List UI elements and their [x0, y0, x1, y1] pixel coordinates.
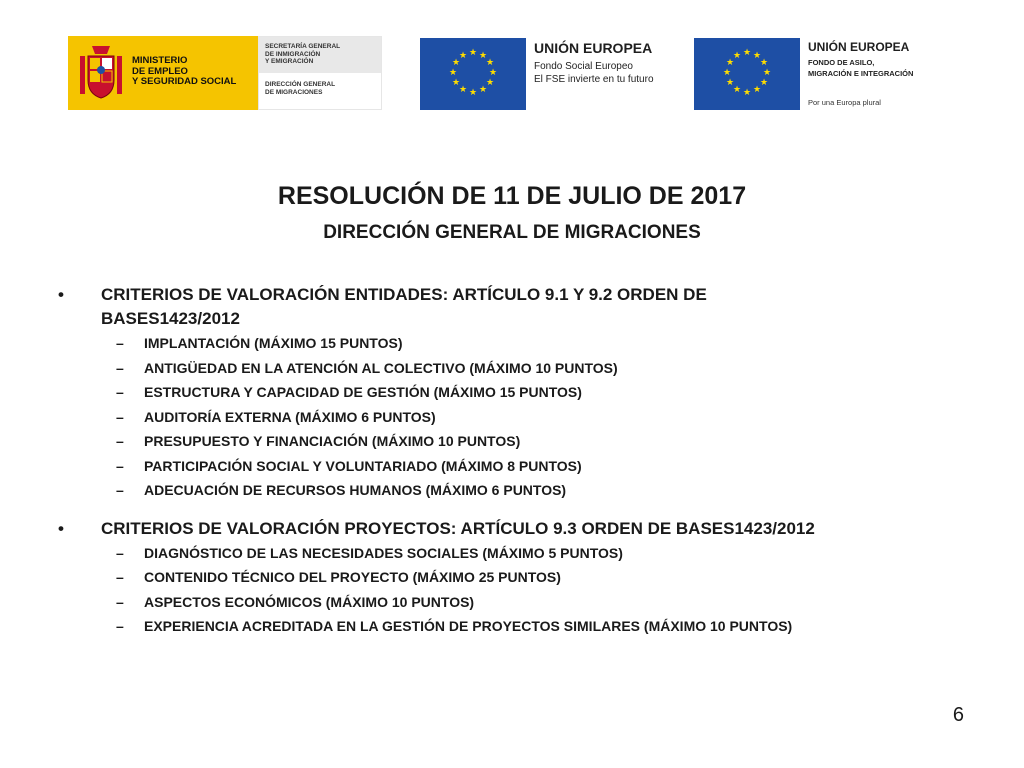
- eu2-fund-name: FONDO DE ASILO,: [808, 58, 875, 67]
- eu-flag-icon: [420, 38, 526, 110]
- svg-text:★: ★: [732, 85, 742, 95]
- list-item-text: EXPERIENCIA ACREDITADA EN LA GESTIÓN DE PROYECTOS SIMILARES (MÁXIMO 10 PUNTOS): [144, 618, 793, 634]
- list-item-text: CONTENIDO TÉCNICO DEL PROYECTO (MÁXIMO 25 PUNTOS): [144, 569, 561, 585]
- list-item-text: IMPLANTACIÓN (MÁXIMO 15 PUNTOS): [144, 335, 403, 351]
- svg-text:★: ★: [725, 58, 735, 68]
- svg-text:★: ★: [468, 48, 478, 58]
- dash-marker: –: [116, 408, 124, 425]
- header-logos: [68, 36, 968, 110]
- svg-text:★: ★: [742, 88, 752, 98]
- list-item: [58, 405, 958, 430]
- eu2-title: UNIÓN EUROPEA: [808, 40, 910, 54]
- dash-marker: –: [116, 335, 124, 351]
- eu-flag-icon: [694, 38, 800, 110]
- svg-text:★: ★: [742, 48, 752, 58]
- svg-text:★: ★: [458, 51, 468, 61]
- secretaria-text-line: Y EMIGRACIÓN: [265, 58, 314, 66]
- section-heading-line: CRITERIOS DE VALORACIÓN ENTIDADES: ARTÍCULO 9.1 Y 9.2 ORDEN DE: [101, 285, 707, 304]
- svg-text:★: ★: [468, 88, 478, 98]
- direccion-text-line: DIRECCIÓN GENERAL: [265, 81, 336, 88]
- list-item: [58, 590, 958, 615]
- dash-marker: –: [116, 384, 124, 400]
- secretaria-text-line: SECRETARÍA GENERAL: [265, 43, 341, 50]
- list-item: [58, 614, 958, 639]
- dash-marker: –: [116, 457, 124, 474]
- spain-coat-of-arms-icon: [78, 42, 124, 104]
- svg-text:★: ★: [451, 78, 461, 88]
- svg-text:★: ★: [759, 78, 769, 88]
- dash-marker: –: [116, 618, 124, 634]
- dash-marker: –: [116, 359, 124, 376]
- list-item: [58, 356, 958, 381]
- list-item: [58, 541, 958, 566]
- eu2-fund-name: MIGRACIÓN E INTEGRACIÓN: [808, 68, 914, 78]
- ministry-logo: [68, 36, 258, 110]
- dash-marker: –: [116, 433, 124, 449]
- dash-marker: –: [116, 544, 124, 561]
- bullet-marker: •: [58, 285, 64, 304]
- eu1-title: UNIÓN EUROPEA: [534, 40, 653, 56]
- direccion-text-line: DE MIGRACIONES: [265, 88, 323, 96]
- list-item: [58, 331, 958, 356]
- svg-text:★: ★: [725, 78, 735, 88]
- section-heading-line: CRITERIOS DE VALORACIÓN PROYECTOS: ARTÍCULO 9.3 ORDEN DE BASES1423/2012: [101, 518, 815, 538]
- list-item-text: ESTRUCTURA Y CAPACIDAD DE GESTIÓN (MÁXIMO 15 PUNTOS): [144, 384, 582, 400]
- ministry-text-line: DE EMPLEO: [132, 65, 188, 77]
- criteria-list: [58, 283, 958, 639]
- list-item-text: DIAGNÓSTICO DE LAS NECESIDADES SOCIALES (MÁXIMO 5 PUNTOS): [144, 544, 623, 561]
- dash-marker: –: [116, 569, 124, 585]
- svg-text:★: ★: [752, 51, 762, 61]
- svg-text:★: ★: [732, 51, 742, 61]
- ministry-text-line: MINISTERIO: [132, 55, 188, 66]
- svg-text:★: ★: [448, 68, 458, 78]
- list-item-text: PARTICIPACIÓN SOCIAL Y VOLUNTARIADO (MÁXIMO 8 PUNTOS): [144, 457, 582, 474]
- svg-text:★: ★: [722, 68, 732, 78]
- eu1-fund-name: Fondo Social Europeo: [534, 61, 633, 72]
- list-item-text: ADECUACIÓN DE RECURSOS HUMANOS (MÁXIMO 6 PUNTOS): [144, 482, 567, 498]
- svg-text:★: ★: [478, 51, 488, 61]
- svg-text:★: ★: [485, 78, 495, 88]
- list-item: [58, 380, 958, 405]
- dash-marker: –: [116, 593, 124, 610]
- slide-subtitle: DIRECCIÓN GENERAL DE MIGRACIONES: [323, 222, 701, 243]
- list-item-text: PRESUPUESTO Y FINANCIACIÓN (MÁXIMO 10 PUNTOS): [144, 433, 521, 449]
- list-item: [58, 429, 958, 454]
- svg-text:★: ★: [759, 58, 769, 68]
- svg-text:★: ★: [485, 58, 495, 68]
- svg-text:★: ★: [762, 68, 772, 78]
- list-item-text: ASPECTOS ECONÓMICOS (MÁXIMO 10 PUNTOS): [144, 593, 475, 610]
- svg-text:★: ★: [488, 68, 498, 78]
- ministry-text-line: Y SEGURIDAD SOCIAL: [132, 76, 237, 87]
- slide-title: RESOLUCIÓN DE 11 DE JULIO DE 2017: [277, 182, 747, 210]
- bullet-marker: •: [58, 518, 64, 538]
- list-item: [58, 454, 958, 479]
- svg-text:★: ★: [451, 58, 461, 68]
- section-heading: [58, 517, 958, 541]
- eu2-tagline: Por una Europa plural: [808, 98, 881, 107]
- secretaria-text-line: DE INMIGRACIÓN: [265, 50, 321, 58]
- section-heading: [58, 283, 958, 331]
- svg-text:★: ★: [458, 85, 468, 95]
- list-item: [58, 478, 958, 503]
- secretaria-logo: [258, 36, 382, 110]
- svg-text:★: ★: [478, 85, 488, 95]
- dash-marker: –: [116, 482, 124, 498]
- page-number: 6: [952, 704, 964, 726]
- list-item-text: AUDITORÍA EXTERNA (MÁXIMO 6 PUNTOS): [144, 408, 436, 425]
- section-heading-line: BASES1423/2012: [101, 309, 240, 328]
- list-item: [58, 565, 958, 590]
- svg-text:★: ★: [752, 85, 762, 95]
- list-item-text: ANTIGÜEDAD EN LA ATENCIÓN AL COLECTIVO (MÁXIMO 10 PUNTOS): [144, 359, 618, 376]
- eu1-fund-slogan: El FSE invierte en tu futuro: [534, 74, 654, 85]
